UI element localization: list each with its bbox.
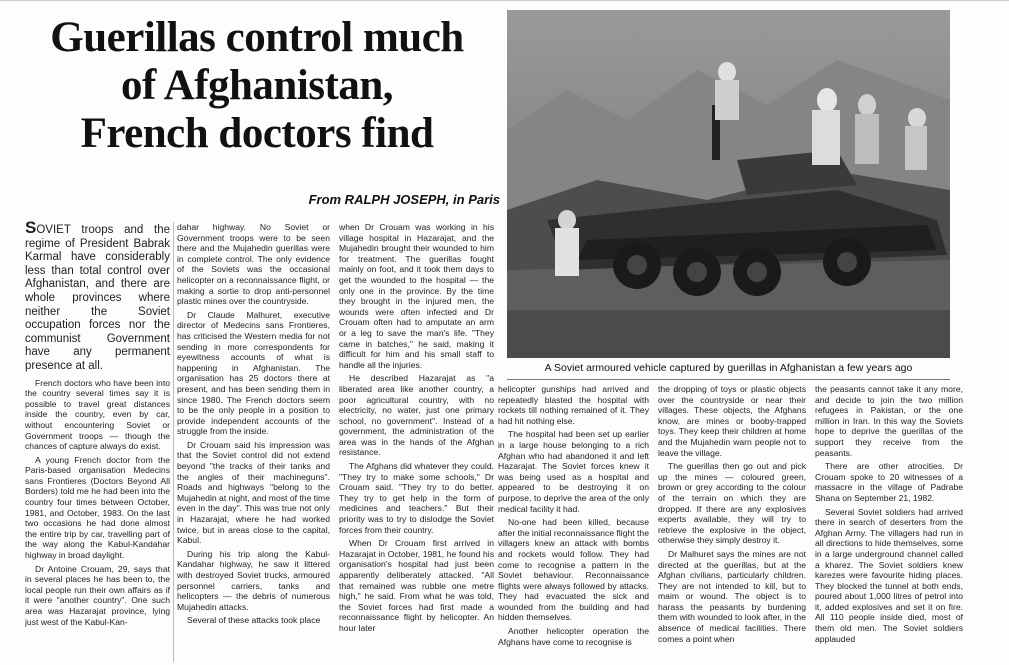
paragraph: No-one had been killed, because after the initial reconnaissance flight the villagers knew an attack with bombs and rockets would follow. They had come to recognise a pattern in the Soviet behaviour. Reconnaissance flights were always followed by attacks. They had evacuated the sick and wounded from the building and had hidden themselves.	[498, 517, 649, 623]
paragraph: Dr Crouam said his impression was that the Soviet control did not extend beyond "the tracks of their tanks and the angles of their machineguns". Roads and highways "belong to the Mujahedin at night, and most of the time even in the day". This was true not only in Hazarajat, where he had worked twice, but in areas close to the capital, Kabul.	[177, 439, 330, 546]
paragraph: the peasants cannot take it any more, and decide to join the two million refugees in Pakistan, or the one million in Iran. In this way the Soviets hope to deprive the guerillas of the support they receive from the peasants.	[815, 384, 963, 458]
paragraph: He described Hazarajat as "a liberated area like another country, a poor agricultural country, with no electricity, no water, just one primary school, no government". Instead of a government, the administration of the area was in the hands of the Afghan resistance.	[339, 373, 494, 458]
paragraph: when Dr Crouam was working in his village hospital in Hazarajat, and the Mujahedin brought their wounded to him for treatment. The guerillas fought mainly on foot, and it took them days to get the wounded to the hospital — the only one in the province. By the time they brought in the injured men, the wounds were often infected and Dr Crouam often had to amputate an arm or a leg to save the man's life. "They came in batches," he said, making it difficult for him and his small staff to handle all the injuries.	[339, 222, 494, 370]
headline-line-1: Guerillas control much	[50, 14, 464, 61]
paragraph: helicopter gunships had arrived and repeatedly blasted the hospital with rockets till nothing remained of it. They had hit nothing else.	[498, 384, 649, 426]
column-3	[339, 222, 494, 665]
paragraph: The hospital had been set up earlier in a large house belonging to a rich Afghan who had abandoned it and left Hazarajat. The Soviet forces knew it was being used as a hospital and appeared to be destroying it on purpose, to deprive the area of the only medical facility it had.	[498, 429, 649, 514]
paragraph: During his trip along the Kabul-Kandahar highway, he saw it littered with destroyed Soviet trucks, armoured personnel carriers, tanks and helicopters — the debris of numerous Mujahedin attacks.	[177, 548, 330, 612]
paragraph: Several Soviet soldiers had arrived there in search of deserters from the Afghan Army. The villagers had run in all directions to hide themselves, some in a large underground channel called a kharez. The Soviet soldiers knew karezes were favourite hiding places. They blocked the tunnel at both ends, poured about 1,000 litres of petrol into it, added explosives and set it on fire. All 110 people inside died, most of them old men. The Soviet soldiers applauded	[815, 506, 963, 644]
paragraph: Another helicopter operation the Afghans have come to recognise is	[498, 626, 649, 647]
paragraph: Dr Claude Malhuret, executive director of Medecins sans Frontieres, has criticised the Western media for not sending in more correspondents for eyewitness accounts of what is happening in Afghanistan. The organisation has 25 doctors there at present, and has been sending them in since 1980. The French doctors seem to be the only people in a position to provide independent accounts of the struggle from the inside.	[177, 309, 330, 437]
photo-illustration	[507, 10, 950, 358]
column-6	[815, 384, 963, 665]
paragraph: There are other atrocities. Dr Crouam spoke to 20 witnesses of a massacre in the village of Padrabe Shana on September 21, 1982.	[815, 461, 963, 503]
paragraph: the dropping of toys or plastic objects over the countryside or near their villages. These objects, the Afghans know, are mines or booby-trapped toys. They keep their children at home and the Mujahedin warn people not to leave the village.	[658, 384, 806, 458]
lead-initial: S	[25, 221, 37, 237]
headline	[14, 14, 500, 158]
paragraph: Dr Antoine Crouam, 29, says that in several places he has been to, the local people run their own affairs as if it were "another country". One such area was Hazarajat province, lying just west of the Kabul-Kan-	[25, 563, 170, 627]
top-border	[0, 0, 1009, 1]
photo-caption: A Soviet armoured vehicle captured by guerillas in Afghanistan a few years ago	[544, 362, 913, 374]
headline-line-2: of Afghanistan,	[120, 62, 394, 109]
paragraph: dahar highway. No Soviet or Government troops were to be seen there and the Mujahedin guerillas were in complete control. The only evidence of the Soviets was the occasional helicopter on a reconnaissance flight, or making a sortie to drop anti-personnel plastic mines over the countryside.	[177, 222, 330, 307]
column-2	[177, 222, 330, 665]
lead-paragraph	[25, 221, 170, 374]
column-divider	[173, 222, 174, 662]
headline-line-3: French doctors find	[80, 110, 434, 157]
column-1	[25, 221, 170, 665]
paragraph: The guerillas then go out and pick up the mines — coloured green, brown or grey according to the colour of the terrain on which they are dropped. If there are any explosives experts available, they will try to retrieve the explosive in the object, otherwise they simply destroy it.	[658, 461, 806, 546]
paragraph: When Dr Crouam first arrived in Hazarajat in October, 1981, he found his organisation's hospital had just been apparently deliberately attacked. "All that remained was rubble one metre high," he said. From what he was told, the Soviet forces had first made a reconnaissance flight by helicopter. An hour later	[339, 538, 494, 633]
byline: From RALPH JOSEPH, in Paris	[308, 192, 500, 207]
paragraph: French doctors who have been into the country several times say it is possible to travel great distances inside the country, even by car, without encountering Soviet or Government troops — though the chances of capture always do exist.	[25, 377, 170, 452]
lead-text: OVIET troops and the regime of President Babrak Karmal have considerably less than total control over Afghanistan, and there are whole provinces where neither the Soviet occupation forces nor the communist Government have any permanent presence at all.	[25, 224, 170, 372]
caption-rule	[507, 379, 950, 380]
paragraph: A young French doctor from the Paris-based organisation Medecins sans Frontieres (Doctors Beyond All Borders) told me he had been into the country four times between October, 1981, and October, 1983. On the last two occasions he had done almost the entire trip by car, travelling part of the way along the Kabul-Kandahar highway in broad daylight.	[25, 454, 170, 561]
column-5	[658, 384, 806, 665]
column-4	[498, 384, 649, 665]
armoured-vehicle-photo	[507, 10, 950, 358]
paragraph: Dr Malhuret says the mines are not directed at the guerillas, but at the Afghan civilians, particularly children. They are not intended to kill, but to maim or wound. The object is to harass the peasants by burdening them with wounded to look after, in the absence of medical facilities. There comes a point when	[658, 548, 806, 644]
paragraph: The Afghans did whatever they could. "They try to make some schools," Dr Crouam said. "They try to do better. They try to get help in the form of medicines and teachers." But their priority was to try to dislodge the Soviet forces from their country.	[339, 461, 494, 535]
paragraph: Several of these attacks took place	[187, 615, 321, 626]
